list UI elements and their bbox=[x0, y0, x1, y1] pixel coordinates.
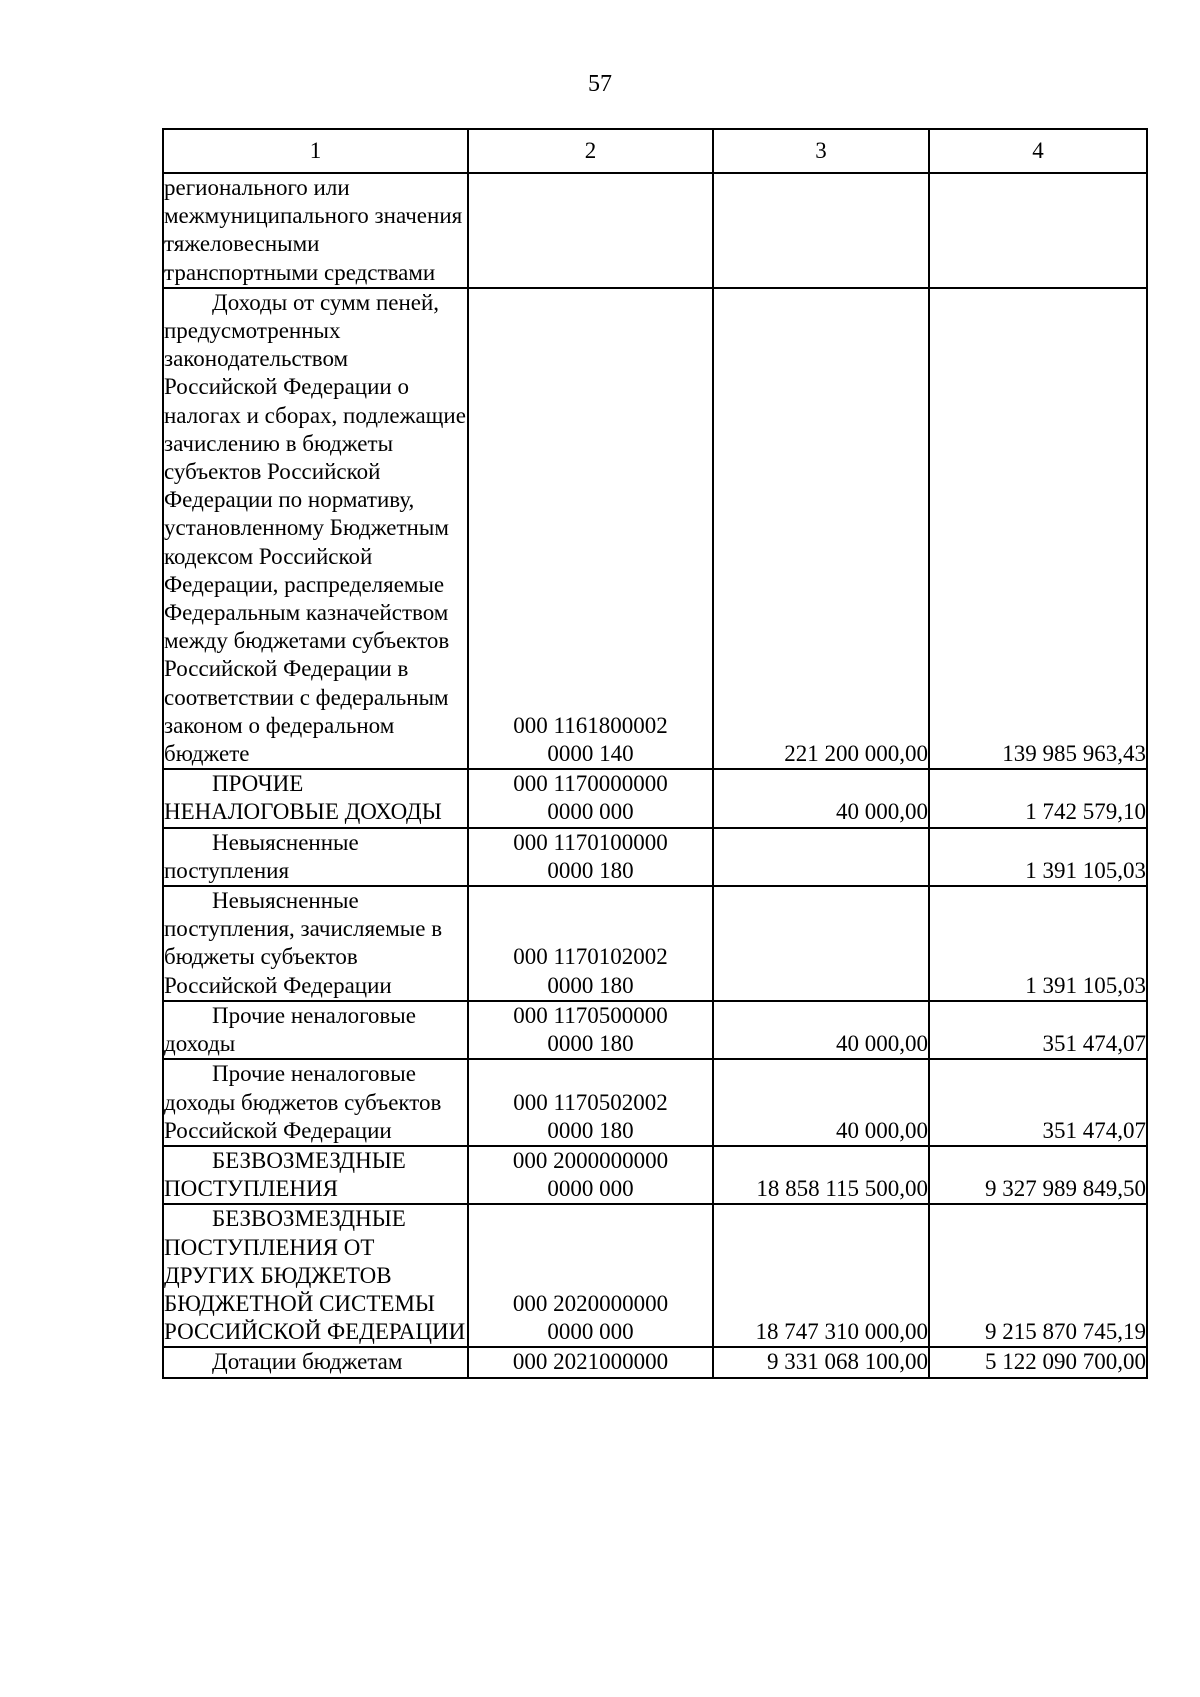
row-code-line2: 0000 000 bbox=[547, 1319, 634, 1345]
row-plan: 221 200 000,00 bbox=[713, 288, 929, 769]
row-name: ПРОЧИЕ НЕНАЛОГОВЫЕ ДОХОДЫ bbox=[164, 771, 442, 825]
table-row bbox=[163, 828, 1147, 886]
row-name-cell bbox=[163, 1001, 468, 1059]
row-name-cell bbox=[163, 1204, 468, 1347]
row-code-line2: 0000 000 bbox=[547, 1176, 634, 1202]
table-row bbox=[163, 288, 1147, 769]
row-name: БЕЗВОЗМЕЗДНЫЕ ПОСТУПЛЕНИЯ ОТ ДРУГИХ БЮДЖЕТОВ БЮДЖЕТНОЙ СИСТЕМЫ РОССИЙСКОЙ ФЕДЕРАЦИИ bbox=[164, 1206, 466, 1345]
row-name-cell bbox=[163, 288, 468, 769]
budget-table bbox=[162, 128, 1148, 1379]
row-name: Невыясненные поступления, зачисляемые в бюджеты субъектов Российской Федерации bbox=[164, 888, 443, 998]
row-actual: 1 742 579,10 bbox=[929, 769, 1147, 827]
row-code-cell bbox=[468, 1059, 713, 1146]
column-header-2: 2 bbox=[468, 129, 713, 173]
row-code-line2: 0000 180 bbox=[547, 1031, 634, 1057]
row-plan: 40 000,00 bbox=[713, 769, 929, 827]
row-actual: 351 474,07 bbox=[929, 1001, 1147, 1059]
row-actual: 1 391 105,03 bbox=[929, 886, 1147, 1001]
row-code-cell bbox=[468, 828, 713, 886]
row-code-line1: 000 1170500000 bbox=[513, 1002, 668, 1028]
row-code-line2: 0000 180 bbox=[547, 1117, 634, 1143]
row-name: Доходы от сумм пеней, предусмотренных законодательством Российской Федерации о налогах и сборах, подлежащие зачислению в бюджеты субъектов Российской Федерации по нормативу, установленному Бюджетным кодексом Российской Федерации, распределяемые Федеральным казначейством между бюджетами субъектов Российской Федерации в соответствии с федеральным законом о федеральном бюджете bbox=[164, 289, 466, 767]
row-code-line1: 000 1170100000 bbox=[513, 829, 668, 855]
row-name: регионального или межмуниципального значения тяжеловесными транспортными средствами bbox=[164, 175, 463, 285]
row-actual: 139 985 963,43 bbox=[929, 288, 1147, 769]
row-plan: 40 000,00 bbox=[713, 1001, 929, 1059]
row-name: Прочие неналоговые доходы bbox=[164, 1002, 416, 1057]
row-code-line2: 0000 000 bbox=[547, 799, 634, 825]
row-plan: 18 747 310 000,00 bbox=[713, 1204, 929, 1347]
row-name: БЕЗВОЗМЕЗДНЫЕ ПОСТУПЛЕНИЯ bbox=[164, 1147, 406, 1202]
row-code-line1: 000 1161800002 bbox=[513, 712, 668, 738]
row-plan: 18 858 115 500,00 bbox=[713, 1146, 929, 1204]
row-code-cell bbox=[468, 1347, 713, 1377]
table-row bbox=[163, 1001, 1147, 1059]
table-row bbox=[163, 173, 1147, 288]
row-code-line1: 000 1170502002 bbox=[513, 1089, 668, 1115]
row-actual: 9 327 989 849,50 bbox=[929, 1146, 1147, 1204]
page-number: 57 bbox=[588, 71, 612, 97]
row-code-cell bbox=[468, 1001, 713, 1059]
row-code-cell bbox=[468, 1204, 713, 1347]
column-header-1: 1 bbox=[163, 129, 468, 173]
row-name: Невыясненные поступления bbox=[164, 829, 359, 883]
row-name-cell bbox=[163, 769, 468, 827]
row-actual: 351 474,07 bbox=[929, 1059, 1147, 1146]
row-code-cell bbox=[468, 886, 713, 1001]
row-name: Прочие неналоговые доходы бюджетов субъектов Российской Федерации bbox=[164, 1061, 442, 1143]
row-code-line2: 0000 140 bbox=[547, 741, 634, 767]
row-actual: 1 391 105,03 bbox=[929, 828, 1147, 886]
table-row bbox=[163, 1347, 1147, 1377]
row-plan: 40 000,00 bbox=[713, 1059, 929, 1146]
row-code-cell bbox=[468, 1146, 713, 1204]
table-row bbox=[163, 886, 1147, 1001]
row-code-line1: 000 1170000000 bbox=[513, 771, 668, 797]
table-row bbox=[163, 1204, 1147, 1347]
column-header-4: 4 bbox=[929, 129, 1147, 173]
row-name-cell bbox=[163, 173, 468, 288]
row-name-cell bbox=[163, 886, 468, 1001]
row-actual: 5 122 090 700,00 bbox=[929, 1347, 1147, 1377]
row-plan bbox=[713, 173, 929, 288]
row-code-line1: 000 1170102002 bbox=[513, 944, 668, 970]
row-actual: 9 215 870 745,19 bbox=[929, 1204, 1147, 1347]
row-code-cell bbox=[468, 769, 713, 827]
row-plan: 9 331 068 100,00 bbox=[713, 1347, 929, 1377]
row-actual bbox=[929, 173, 1147, 288]
row-code-line1: 000 2020000000 bbox=[512, 1290, 669, 1316]
row-name-cell bbox=[163, 828, 468, 886]
table-row bbox=[163, 1146, 1147, 1204]
row-name-cell bbox=[163, 1059, 468, 1146]
row-plan bbox=[713, 828, 929, 886]
row-code-line1: 000 2000000000 bbox=[512, 1147, 669, 1173]
row-plan bbox=[713, 886, 929, 1001]
row-code-line1: 000 2021000000 bbox=[512, 1349, 669, 1375]
row-code-cell bbox=[468, 288, 713, 769]
row-name: Дотации бюджетам bbox=[212, 1349, 403, 1375]
table-row bbox=[163, 769, 1147, 827]
row-name-cell bbox=[163, 1347, 468, 1377]
row-code-line2: 0000 180 bbox=[547, 972, 634, 998]
row-code-line2: 0000 180 bbox=[547, 857, 634, 883]
table-row bbox=[163, 1059, 1147, 1146]
row-name-cell bbox=[163, 1146, 468, 1204]
table-header-row bbox=[163, 129, 1147, 173]
row-code-cell bbox=[468, 173, 713, 288]
column-header-3: 3 bbox=[713, 129, 929, 173]
